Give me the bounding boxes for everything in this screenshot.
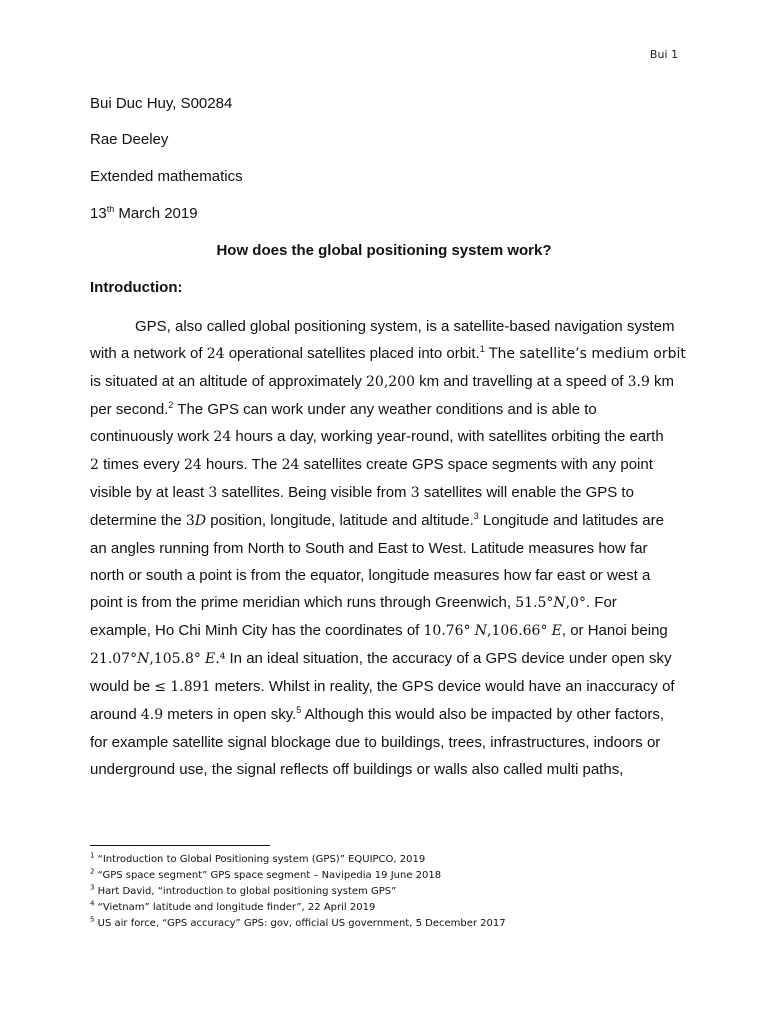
page-header: Bui 1	[649, 48, 678, 61]
teacher-line: Rae Deeley	[90, 131, 169, 148]
course-line: Extended mathematics	[90, 168, 243, 185]
author-line: Bui Duc Huy, S00284	[90, 95, 233, 112]
date-day: 13	[90, 205, 107, 222]
section-heading: Introduction:	[90, 279, 183, 296]
date-line	[90, 205, 198, 223]
footnote: $^5$ US air force, “GPS accuracy” GPS: gov, official US government, 5 December 2017	[90, 915, 506, 929]
body-paragraph: GPS, also called global positioning system, is a satellite-based navigation system with a network of 24 operational satellites placed into orbit.$^1$ The satellite’s medium orbit is situated at an altitude of approximately 20,200 km and travelling at a speed of 3.9 km per second.$^2$ The GPS can work under any weather conditions and is able to continuously work 24 hours a day, working year-round, with satellites orbiting the earth 2 times every 24 hours. The 24 satellites create GPS space segments with any point visible by at least 3 satellites. Being visible from 3 satellites will enable the GPS to determine the 3D position, longitude, latitude and altitude.$^3$ Longitude and latitudes are an angles running from North to South and East to West. Latitude measures how far north or south a point is from the equator, longitude measures how far east or west a point is from the prime meridian which runs through Greenwich, 51.5°N,0°. For example, Ho Chi Minh City has the coordinates of 10.76° N,106.66° E, or Hanoi being 21.07°N,105.8° E.⁴ In an ideal situation, the accuracy of a GPS device under open sky would be ≤ 1.891 meters. Whilst in reality, the GPS device would have an inaccuracy of around 4.9 meters in open sky.$^5$ Although this would also be impacted by other factors, for example satellite signal blockage due to buildings, trees, infrastructures, indoors or underground use, the signal reflects off buildings or walls also called multi paths,	[90, 318, 686, 778]
footnote: $^3$ Hart David, “introduction to global positioning system GPS”	[90, 883, 397, 897]
footnotes	[90, 852, 506, 932]
footnote: $^2$ “GPS space segment” GPS space segment – Navipedia 19 June 2018	[90, 867, 442, 881]
footnote: $^1$ “Introduction to Global Positioning system (GPS)” EQUIPCO, 2019	[90, 851, 426, 865]
essay-title: How does the global positioning system work?	[216, 242, 552, 259]
footnote-separator	[90, 845, 270, 846]
date-rest: March 2019	[114, 205, 198, 222]
footnote: $^4$ “Vietnam” latitude and longitude finder”, 22 April 2019	[90, 899, 376, 913]
date-suffix: th	[106, 204, 115, 214]
